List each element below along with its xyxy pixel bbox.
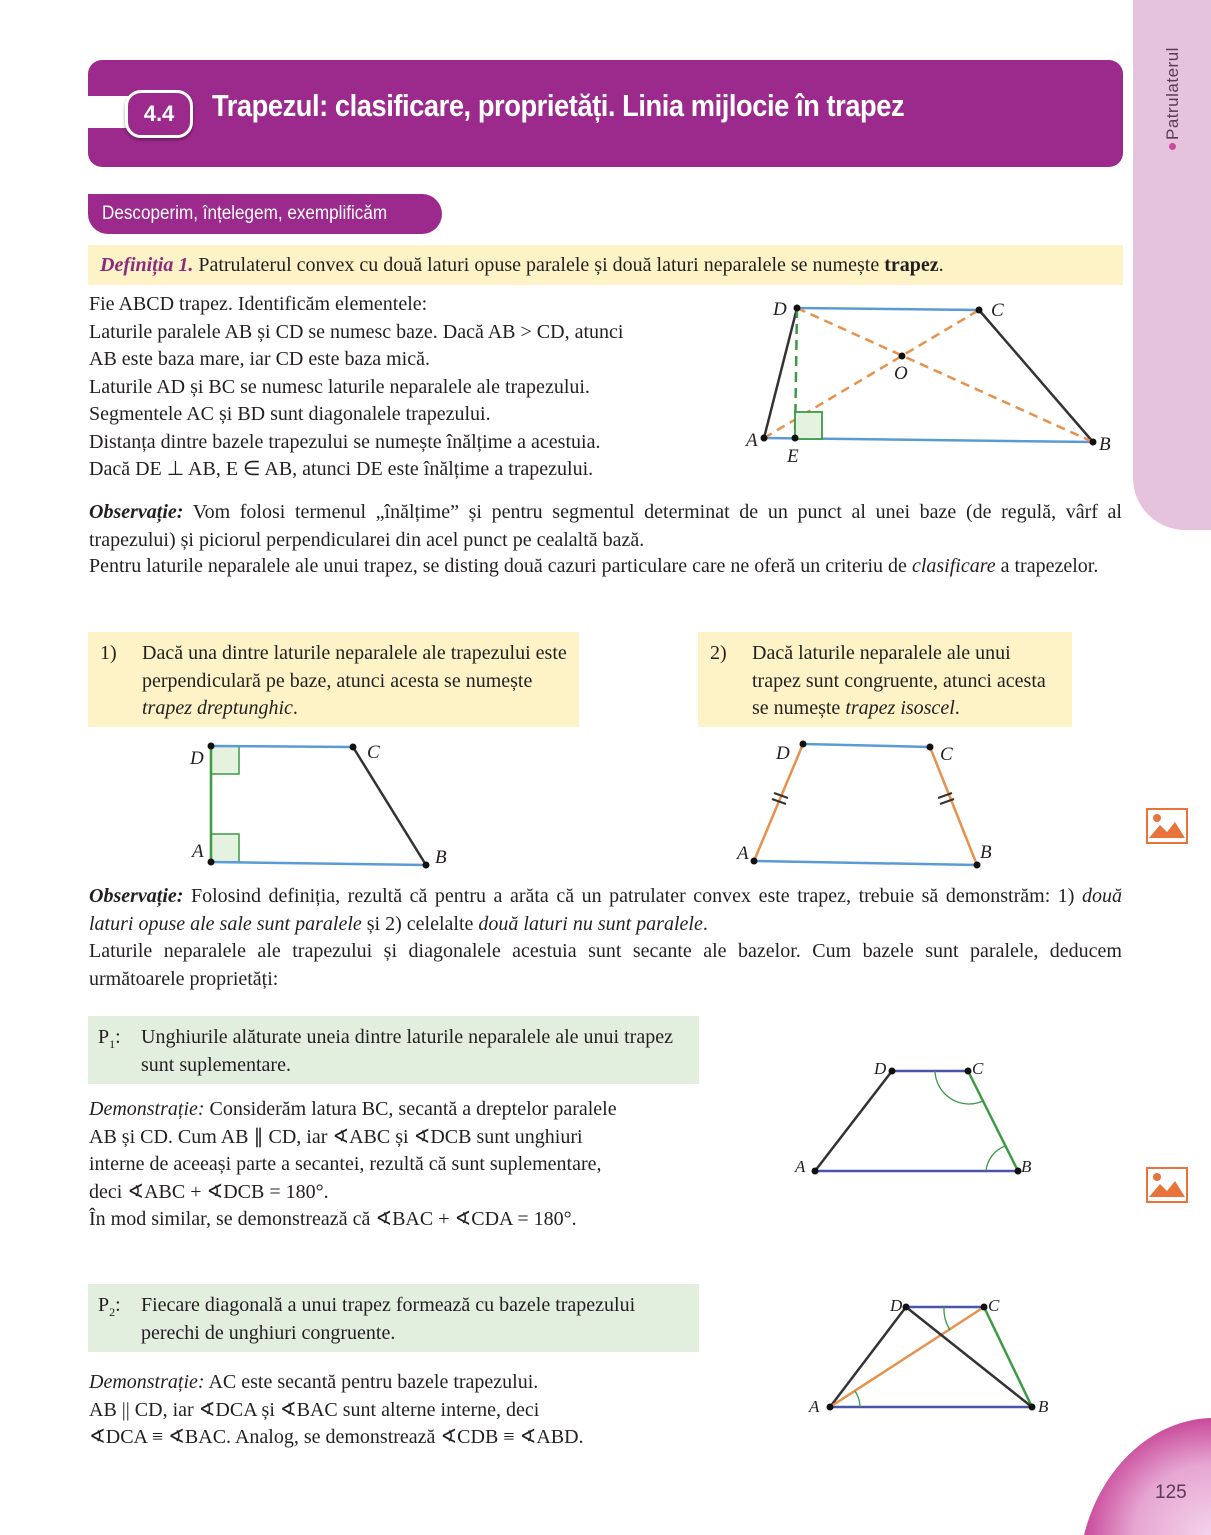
base-ab <box>211 862 426 865</box>
image-gallery-icon[interactable] <box>1146 808 1188 844</box>
trapezoid-figure <box>740 290 1120 470</box>
label-e: E <box>787 446 799 467</box>
point-a <box>761 435 768 442</box>
observation-2-cont: Laturile neparalele ale trapezului și diagonalele acestuia sunt secante ale bazelor. Cum bazele sunt paralele, deducem următoarele proprietăți: <box>89 940 1122 990</box>
base-ab <box>754 861 977 865</box>
property-1-text: Unghiurile alăturate uneia dintre laturile neparalele ale unui trapez sunt suplementare. <box>141 1026 673 1076</box>
base-cd <box>797 308 979 310</box>
label-o: O <box>894 363 908 384</box>
alternate-angles-figure <box>800 1290 1060 1420</box>
right-angle-mark <box>211 746 239 774</box>
case-isosceles-trapezoid: 2) Dacă laturile neparalele ale unui trapez sunt congruente, atunci acesta se numește trapez isoscel. <box>698 632 1072 727</box>
label-a: A <box>809 1397 820 1416</box>
definition-label: Definiția 1. <box>100 254 194 276</box>
property-2-proof: Demonstrație: AC este secantă pentru bazele trapezului. AB || CD, iar ∢DCA și ∢BAC sunt alterne interne, deci ∢DCA ≡ ∢BAC. Analog, se demonstrează ∢CDB ≡ ∢ABD. <box>89 1371 584 1448</box>
intro-line: Fie ABCD trapez. Identificăm elementele: <box>89 293 428 315</box>
angle-arc <box>986 1146 1005 1171</box>
intro-text <box>89 291 709 484</box>
intro-line: Distanța dintre bazele trapezului se numește înălțime a acestuia. <box>89 430 601 453</box>
supplementary-angles-figure <box>790 1055 1050 1185</box>
point-e <box>792 435 799 442</box>
label-d: D <box>874 1059 887 1078</box>
isosceles-trapezoid-figure <box>730 735 1010 875</box>
intro-line: Dacă DE ⊥ AB, E ∈ AB, atunci DE este înălțime a trapezului. <box>89 458 594 480</box>
diagonal-bd <box>906 1307 1032 1407</box>
chapter-side-label: Patrulaterul <box>1163 47 1182 140</box>
label-b: B <box>980 842 992 863</box>
property-1-box: $P_1$: Unghiurile alăturate uneia dintre laturile neparalele ale unui trapez sunt suplementare. <box>88 1016 699 1084</box>
side-ad <box>815 1071 892 1171</box>
angle-arc <box>944 1307 950 1330</box>
observation-1: Observație: Vom folosi termenul „înălțime” și pentru segmentul determinat de un punct al unei baze (de regulă, vârf al trapezului) și piciorul perpendicularei din acel punct pe cealaltă bază. <box>89 501 1122 551</box>
point-c <box>976 307 983 314</box>
intro-line: AB este baza mare, iar CD este baza mică. <box>89 348 430 370</box>
label-c: C <box>367 742 380 763</box>
side-bc <box>930 747 977 865</box>
section-title: Descoperim, înțelegem, exemplificăm <box>88 194 442 234</box>
label-d: D <box>190 748 204 769</box>
label-c: C <box>991 300 1004 321</box>
side-bullet <box>1169 143 1176 150</box>
definition-box: Definiția 1. Patrulaterul convex cu două laturi opuse paralele și două laturi neparalele se numește trapez. <box>88 245 1123 285</box>
corner-decoration <box>1070 1410 1211 1535</box>
diagonal-bd <box>797 308 1093 442</box>
case-right-trapezoid: 1) Dacă una dintre laturile neparalele ale trapezului este perpendiculară pe baze, atunci acesta se numește trapez dreptunghic. <box>88 632 579 727</box>
label-b: B <box>435 847 447 868</box>
label-b: B <box>1038 1397 1049 1416</box>
definition-term: trapez <box>884 254 939 276</box>
definition-text: Patrulaterul convex cu două laturi opuse paralele și două laturi neparalele se numește <box>193 254 885 276</box>
point-d <box>794 305 801 312</box>
intro-line: Laturile AD și BC se numesc laturile neparalele ale trapezului. <box>89 375 590 398</box>
property-2-text: Fiecare diagonală a unui trapez formează cu bazele trapezului perechi de unghiuri congruente. <box>141 1294 636 1344</box>
side-bc <box>353 747 426 865</box>
label-d: D <box>890 1296 903 1315</box>
page-number: 125 <box>1155 1482 1187 1503</box>
side-ad <box>764 308 797 438</box>
label-c: C <box>972 1059 984 1078</box>
label-c: C <box>940 744 953 765</box>
observation-label: Observație: <box>89 501 184 523</box>
observation-1-cont: Pentru laturile neparalele ale unui trapez, se disting două cazuri particulare care ne oferă un criteriu de clasificare a trapezelor. <box>89 555 1099 577</box>
point-o <box>899 353 906 360</box>
point-b <box>1090 439 1097 446</box>
label-b: B <box>1099 434 1111 455</box>
intro-line: Segmentele AC și BD sunt diagonalele trapezului. <box>89 403 491 425</box>
label-b: B <box>1021 1157 1032 1176</box>
property-1-proof: Demonstrație: Considerăm latura BC, secantă a dreptelor paralele AB și CD. Cum AB ∥ CD, iar ∢ABC și ∢DCB sunt unghiuri interne de aceeași parte a secantei, rezultă că sunt suplementare, deci ∢ABC + ∢DCB = 180°. În mod similar, se demonstrează că ∢BAC + ∢CDA = 180°. <box>89 1098 617 1230</box>
observation-2: Observație: Folosind definiția, rezultă că pentru a arăta că un patrulater convex este trapez, trebuie să demonstrăm: 1) două laturi opuse ale sale sunt paralele și 2) celelalte două laturi nu sunt paralele. <box>89 885 1122 935</box>
label-a: A <box>746 430 758 451</box>
label-d: D <box>776 743 790 764</box>
label-d: D <box>773 299 787 320</box>
lesson-number-badge: 4.4 <box>125 90 193 138</box>
side-bc <box>984 1307 1032 1407</box>
image-gallery-icon[interactable] <box>1146 1167 1188 1203</box>
side-bc <box>968 1071 1018 1171</box>
side-bc <box>979 310 1093 442</box>
base-cd <box>211 746 353 747</box>
label-c: C <box>988 1296 1000 1315</box>
side-ad <box>830 1307 906 1407</box>
label-a: A <box>795 1157 806 1176</box>
angle-arc <box>855 1391 860 1407</box>
property-2-box: $P_2$: Fiecare diagonală a unui trapez formează cu bazele trapezului perechi de unghiuri congruente. <box>88 1284 699 1352</box>
lesson-title: Trapezul: clasificare, proprietăți. Linia mijlocie în trapez <box>212 88 905 123</box>
label-a: A <box>192 841 204 862</box>
right-angle-mark <box>211 834 239 862</box>
label-a: A <box>737 843 749 864</box>
base-cd <box>803 744 930 747</box>
diagonal-ac <box>830 1307 984 1407</box>
right-trapezoid-figure <box>185 735 465 875</box>
intro-line: Laturile paralele AB și CD se numesc baze. Dacă AB > CD, atunci <box>89 320 624 343</box>
right-angle-mark <box>795 412 822 439</box>
